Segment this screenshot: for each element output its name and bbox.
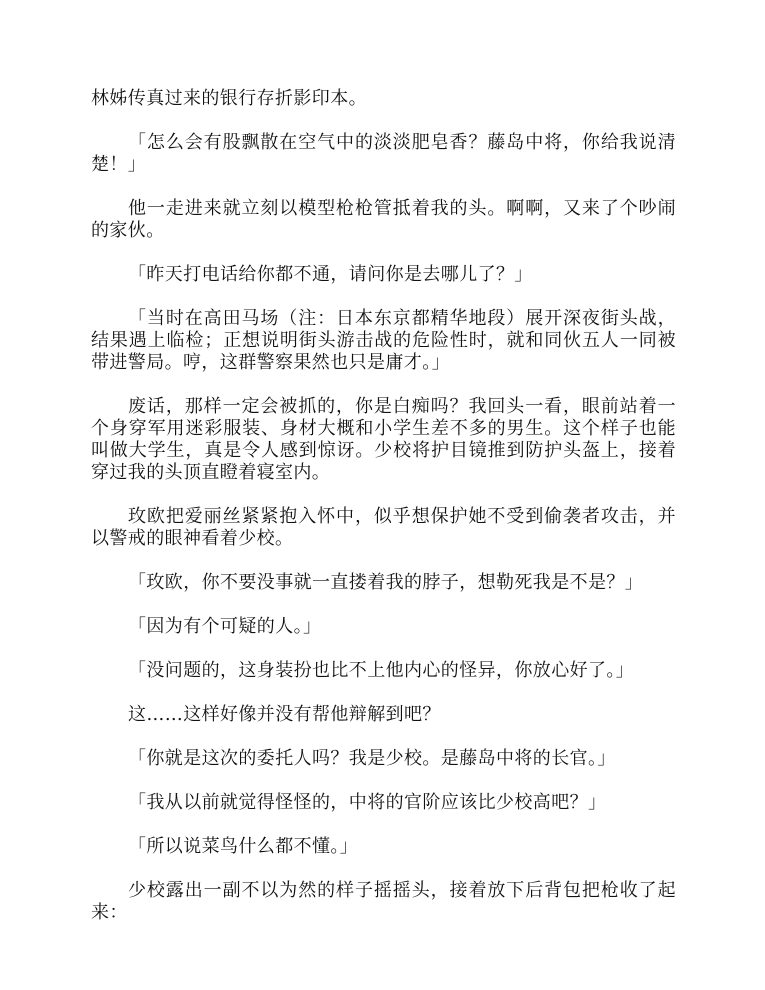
paragraph: 玫欧把爱丽丝紧紧抱入怀中，似乎想保护她不受到偷袭者攻击，并以警戒的眼神看着少校。 [91, 506, 676, 549]
paragraph: 「玫欧，你不要没事就一直搂着我的脖子，想勒死我是不是？」 [128, 572, 644, 593]
paragraph: 「因为有个可疑的人。」 [128, 616, 322, 637]
paragraph: 少校露出一副不以为然的样子摇摇头，接着放下后背包把枪收了起来： [91, 880, 676, 923]
paragraph: 「当时在高田马场（注：日本东京都精华地段）展开深夜街头战，结果遇上临检；正想说明街头游击战的危险性时，就和同伙五人一同被带进警局。哼，这群警察果然也只是庸才。」 [91, 308, 676, 373]
paragraph: 林姊传真过来的银行存折影印本。 [91, 88, 367, 109]
paragraph: 「怎么会有股飘散在空气中的淡淡肥皂香？藤岛中将，你给我说清楚！」 [91, 132, 676, 175]
document-page [91, 88, 676, 946]
paragraph: 「你就是这次的委托人吗？我是少校。是藤岛中将的长官。」 [128, 748, 616, 769]
paragraph: 这……这样好像并没有帮他辩解到吧？ [128, 704, 441, 725]
paragraph: 「所以说菜鸟什么都不懂。」 [128, 836, 359, 857]
paragraph: 「昨天打电话给你都不通，请问你是去哪儿了？」 [128, 264, 533, 285]
paragraph: 废话，那样一定会被抓的，你是白痴吗？我回头一看，眼前站着一个身穿军用迷彩服装、身材大概和小学生差不多的男生。这个样子也能叫做大学生，真是令人感到惊讶。少校将护目镜推到防护头盔上，接着穿过我的头顶直瞪着寝室内。 [91, 396, 676, 483]
paragraph: 「没问题的，这身装扮也比不上他内心的怪异，你放心好了。」 [128, 660, 635, 681]
paragraph: 「我从以前就觉得怪怪的，中将的官阶应该比少校高吧？」 [128, 792, 607, 813]
paragraph: 他一走进来就立刻以模型枪枪管抵着我的头。啊啊，又来了个吵闹的家伙。 [91, 198, 676, 241]
